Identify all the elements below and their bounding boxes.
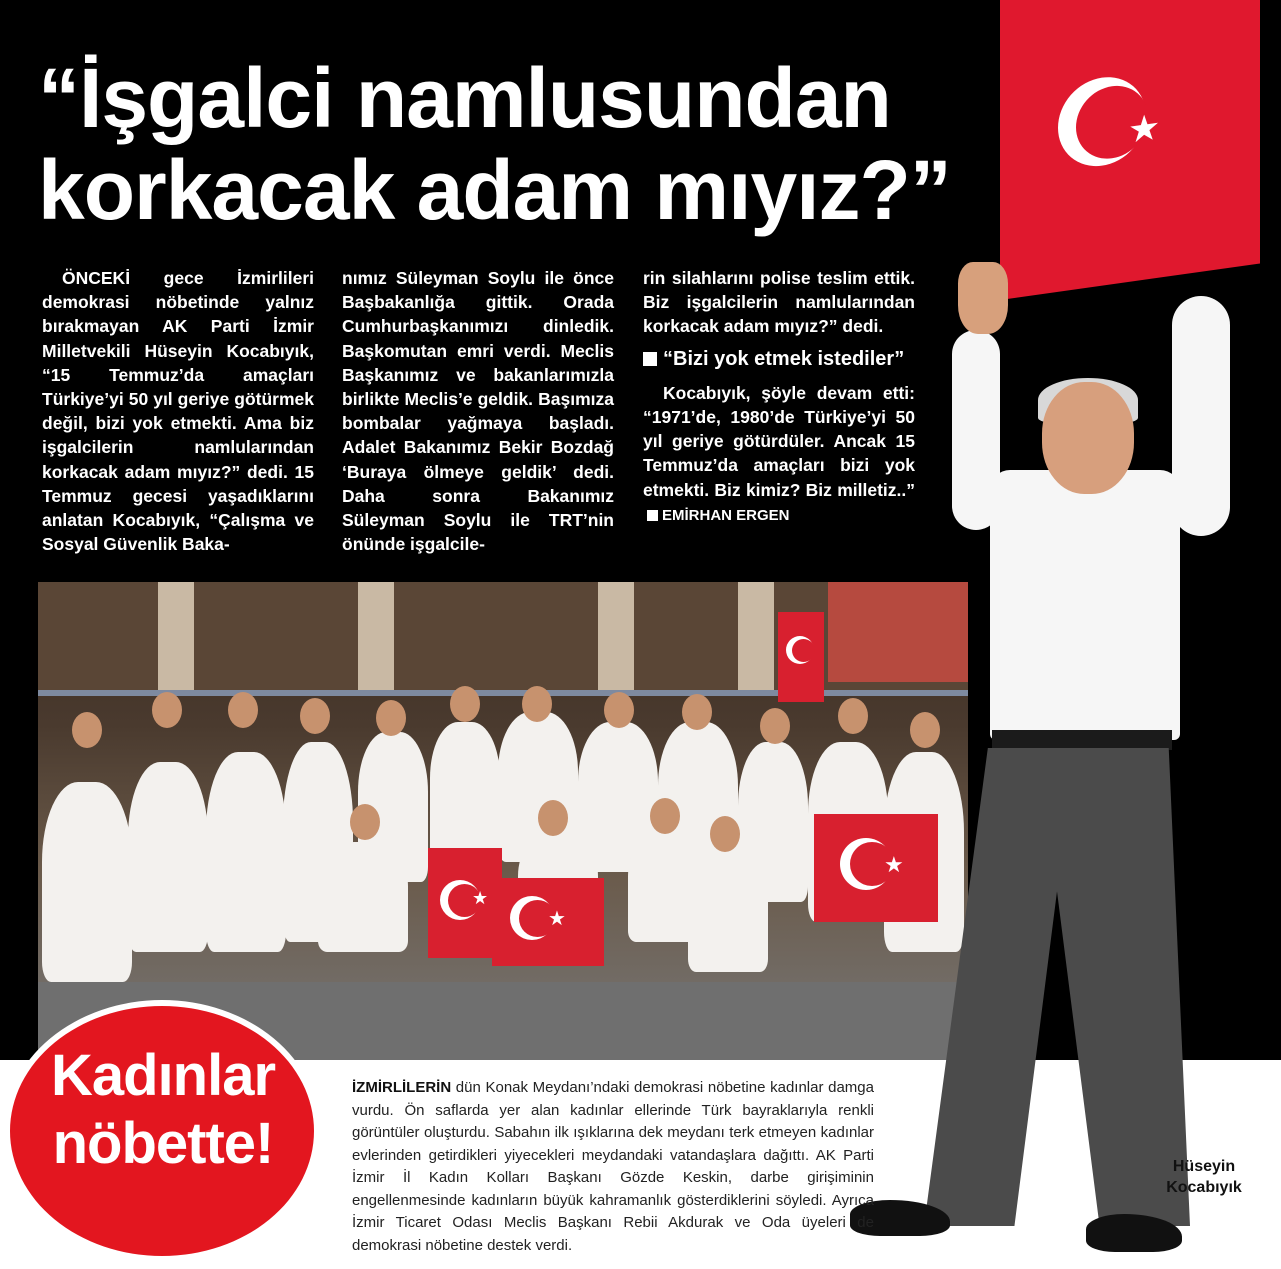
badge-line1: Kadınlar — [50, 1043, 276, 1108]
turkish-flag-icon — [778, 612, 824, 702]
person — [42, 782, 132, 982]
badge-text — [16, 1042, 310, 1178]
article-text-2: Kocabıyık, şöyle devam etti: “1971’de, 1980’de Türkiye’yi 50 yıl geriye götürdüler. Ancak 15 Temmuz’da amaçları bizi yok etmekti. Biz kimiz? Biz milletiz..” — [643, 382, 915, 500]
subheading-text: “Bizi yok etmek istediler” — [663, 347, 905, 370]
building-column — [598, 582, 634, 692]
person-head — [650, 798, 680, 834]
headline-line2: korkacak adam mıyız?” — [38, 143, 951, 237]
person — [430, 722, 500, 862]
photo-caption — [352, 1077, 874, 1257]
building-column — [358, 582, 394, 692]
article-text: ÖNCEKİ gece İzmirlileri demokrasi nöbetinde yalnız bırakmayan AK Parti İzmir Milletvekili Hüseyin Kocabıyık, “15 Temmuz’da amaçları Türkiye’yi 50 yıl geriye götürmek değil, bizi yok etmekti. Ama biz işgalcilerin namlularından korkacak adam mıyız?” dedi. 15 Temmuz gecesi yaşadıklarını anlatan Kocabıyık, “Çalışma ve Sosyal Güvenlik Baka- — [42, 268, 314, 555]
person-head — [838, 698, 868, 734]
man-head — [1042, 382, 1134, 494]
raised-arm — [1172, 296, 1230, 536]
person — [688, 842, 768, 972]
person-head — [604, 692, 634, 728]
person-head — [522, 686, 552, 722]
person — [206, 752, 286, 952]
turkish-flag-icon: ★ — [428, 848, 502, 958]
shirt — [990, 470, 1180, 740]
barrier — [38, 690, 968, 696]
article-column-2 — [342, 266, 614, 556]
photo-name-label — [1152, 1156, 1256, 1198]
name-label-line1: Hüseyin — [1172, 1158, 1236, 1175]
crowd-photo — [38, 582, 968, 1060]
person-head — [350, 804, 380, 840]
hand — [958, 262, 1008, 334]
badge-line2: nöbette! — [52, 1111, 274, 1176]
square-bullet-icon — [643, 352, 657, 366]
turkish-flag-icon: ★ — [814, 814, 938, 922]
belt — [992, 730, 1172, 750]
headline-line1: “İşgalci namlusundan — [38, 51, 891, 145]
person-head — [538, 800, 568, 836]
turkish-flag-icon: ★ — [492, 878, 604, 966]
star-icon: ★ — [1128, 105, 1161, 152]
person — [318, 842, 408, 952]
byline: EMİRHAN ERGEN — [662, 506, 790, 524]
subheading — [643, 347, 915, 371]
person-head — [910, 712, 940, 748]
person-head — [450, 686, 480, 722]
article-text: nımız Süleyman Soylu ile önce Başbakanlığa gittik. Orada Cumhurbaşkanımızı dinledik. Başkomutan emri verdi. Meclis Başkanımız ve bakanlarımızla birlikte Meclis’e geldik. Başımıza bombalar yağmaya başladı. Adalet Bakanımız Bekir Bozdağ ‘Buraya ölmeye geldik’ dedi. Daha sonra Bakanımız Süleyman Soylu ile TRT’nin önünde işgalcile- — [342, 268, 614, 555]
turkish-flag-icon — [1000, 0, 1260, 300]
person-head — [300, 698, 330, 734]
person-head — [228, 692, 258, 728]
article-text — [643, 381, 915, 528]
building-column — [738, 582, 774, 692]
banner — [828, 582, 968, 682]
caption-text: dün Konak Meydanı’ndaki demokrasi nöbetine kadınlar damga vurdu. Ön saflarda yer alan kadınlar ellerinde Türk bayraklarıyla renkli görüntüler oluşturdu. Sabahın ilk ışıklarına dek meydanı terk etmeyen kadınlar evlerinden getirdikleri yiyecekleri meydandaki vatandaşlara dağıttı. AK Parti İzmir İl Kadın Kolları Başkanı Gözde Keskin, darbe girişiminin engellenmesinde kadınların büyük kahramanlık gösterdiklerini söyledi. Ayrıca İzmir Ticaret Odası Meclis Başkanı Rebii Akdurak ve Oda üyeleri de demokrasi nöbetine destek verdi. — [352, 1079, 874, 1254]
person-head — [72, 712, 102, 748]
person-head — [376, 700, 406, 736]
article-column-3 — [643, 266, 915, 528]
caption-lead: İZMİRLİLERİN — [352, 1079, 452, 1096]
headline — [38, 52, 998, 236]
person-head — [760, 708, 790, 744]
building-column — [158, 582, 194, 692]
square-bullet-icon — [647, 510, 658, 521]
article-text: rin silahlarını polise teslim ettik. Biz işgalcilerin namlularından korkacak adam mıyız?” dedi. — [643, 268, 915, 337]
name-label-line2: Kocabıyık — [1166, 1179, 1242, 1196]
person-head — [682, 694, 712, 730]
person-head — [710, 816, 740, 852]
person — [128, 762, 208, 952]
article-column-1 — [42, 266, 314, 556]
person-head — [152, 692, 182, 728]
